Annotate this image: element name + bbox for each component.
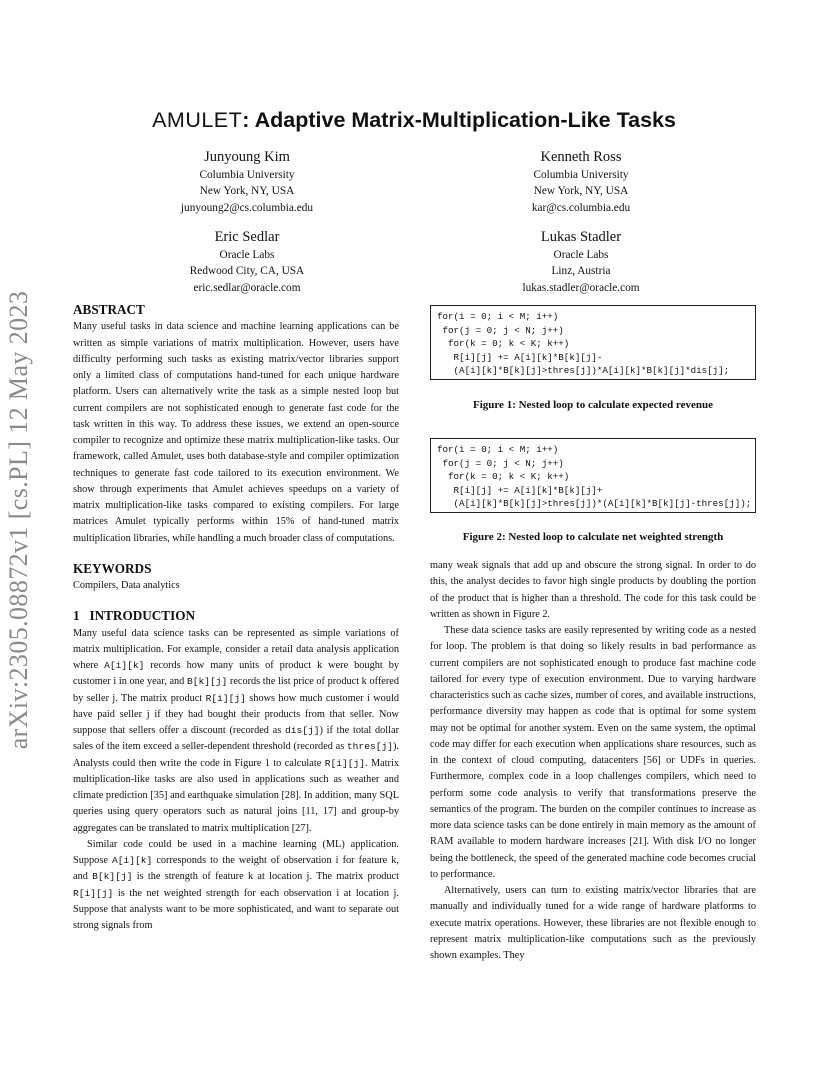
body-paragraph: many weak signals that add up and obscure the strong signal. In order to do this, the analyst decides to favor high single products by doubling the portion of the product that is higher than a threshold. The code for this task could be written as shown in Figure 2. (430, 560, 756, 620)
figure-caption: Figure 2: Nested loop to calculate net weighted strength (462, 531, 724, 543)
author-affiliation: Columbia University (199, 169, 295, 181)
author-affiliation: Oracle Labs (553, 249, 609, 261)
author-email: eric.sedlar@oracle.com (193, 281, 301, 294)
code-text: for(i = 0; i < M; i++) for(j = 0; j < N; j++) for(k = 0; k < K; k++) R[i][j] += A[i][k]*B[k][j]- (A[i][k]*B[k][j]>thres[j])*A[i][k]*B[k][j]*dis[j]; (437, 311, 730, 376)
section-number: 1 (73, 608, 80, 624)
arxiv-identifier: arXiv:2305.08872v1 [cs.PL] 12 May 2023 (4, 290, 33, 750)
left-column (73, 302, 399, 934)
author-block (481, 147, 681, 216)
author-name: Lukas Stadler (540, 229, 622, 245)
right-column (430, 558, 756, 964)
author-affiliation: Oracle Labs (219, 249, 275, 261)
author-location: Linz, Austria (551, 265, 611, 278)
section-title: INTRODUCTION (89, 608, 195, 624)
author-name: Eric Sedlar (214, 229, 280, 245)
author-location: New York, NY, USA (199, 185, 295, 198)
author-name: Kenneth Ross (540, 149, 622, 165)
author-email: lukas.stadler@oracle.com (522, 281, 640, 294)
author-name: Junyoung Kim (204, 149, 290, 165)
author-affiliation: Columbia University (533, 169, 629, 181)
section-heading (73, 608, 399, 624)
author-location: New York, NY, USA (533, 185, 629, 198)
code-listing-figure2 (430, 438, 756, 513)
code-text: for(i = 0; i < M; i++) for(j = 0; j < N; j++) for(k = 0; k < K; k++) R[i][j] += A[i][k]*B[k][j]+ (A[i][k]*B[k][j]>thres[j])*(A[i][k]*B[k][j]-thres[j]); (437, 444, 752, 509)
author-location: Redwood City, CA, USA (189, 265, 305, 278)
intro-paragraph: Similar code could be used in a machine learning (ML) application. Suppose A[i][k] corresponds to the weight of observation i for feature k, and B[k][j] is the strength of feature k at location j. The matrix product R[i][j] is the net weighted strength for each observation i at location j. Suppose that analysts want to be more sophisticated, and want to separate out strong signals from (73, 838, 399, 931)
body-paragraph: Alternatively, users can turn to existing matrix/vector libraries that are manually and individually tuned for a wide range of hardware platforms to execute matrix operations. However, these libraries are not flexible enough to represent matrix multiplication-like computations such as the previously shown examples. They (430, 885, 756, 961)
body-paragraph: These data science tasks are easily represented by writing code as a nested for loop. The problem is that doing so likely results in bad performance as current compilers are not sophisticated enough to produce fast machine code tailored for every type of execution environment. Due to varying hardware characteristics such as cache sizes, number of cores, and available instructions, performance diversity may happen as code that is optimal for some system may not be optimal for another system. Even on the same system, the optimal code may differ for each execution when applications share resources, such as in the context of cloud computing, datacenters [56] or UDFs in queries. Furthermore, complex code in a loop challenges compilers, which need to perform some code analysis to verify that transformations preserve the semantics of the program. The burden on the compiler continues to increase as more data science tasks can be done entirely in main memory as the amount of RAM available to modern hardware increases [21]. With disk I/O no longer being the bottleneck, the speed of the generated machine code becomes crucial to performance. (430, 625, 756, 880)
intro-paragraph: Many useful data science tasks can be represented as simple variations of matrix multiplication. For example, consider a retail data analysis application where A[i][k] records how many units of product k were bought by customer i in one year, and B[k][j] records the list price of product k offered by seller j. The matrix product R[i][j] shows how much customer i would have paid seller j if they had bought their products from that seller. Now suppose that sellers offer a discount (recorded as dis[j]) if the total dollar sales of the item exceed a seller-dependent threshold (recorded as thres[j]). Analysts could then write the code in Figure 1 to calculate R[i][j]. Matrix multiplication-like tasks are also used in applications such as weather and climate prediction [35] and earthquake simulation [28]. In addition, many SQL queries using query operators such as natural joins [11, 17] and group-by aggregates can be translated to matrix multiplication [27]. (73, 627, 399, 834)
author-email: kar@cs.columbia.edu (531, 201, 631, 214)
keywords-text: Compilers, Data analytics (73, 580, 180, 591)
paper-title (0, 108, 828, 133)
abstract-heading: ABSTRACT (73, 302, 145, 317)
author-block (147, 147, 347, 216)
code-listing-figure1 (430, 305, 756, 380)
abstract-text: Many useful tasks in data science and machine learning applications can be written as simple variations of matrix multiplication. However, users have difficulty performing such tasks as existing matrix/vector libraries support only a limited class of computations hand-tuned for each unique hardware platform. Users can alternatively write the task as a simple nested loop but current compilers are not sophisticated enough to generate fast code for the task written in this way. To address these issues, we extend an open-source compiler to recognize and optimize these matrix multiplication-like tasks. Our framework, called Amulet, uses both database-style and compiler optimization techniques to generate fast code tailored to its execution environment. We show through experiments that Amulet achieves speedups on a variety of matrix multiplication-like tasks compared to existing compilers. For large matrices Amulet typically performs within 15% of hand-tuned matrix multiplication libraries, while handling a much broader class of computations. (73, 321, 399, 544)
title-text: : Adaptive Matrix-Multiplication-Like Tasks (242, 108, 676, 132)
author-email: junyoung2@cs.columbia.edu (180, 201, 314, 214)
keywords-heading: KEYWORDS (73, 560, 152, 576)
author-block (147, 227, 347, 296)
figure-caption: Figure 1: Nested loop to calculate expected revenue (472, 399, 713, 411)
author-block (481, 227, 681, 296)
system-name: AMULET (152, 108, 243, 132)
